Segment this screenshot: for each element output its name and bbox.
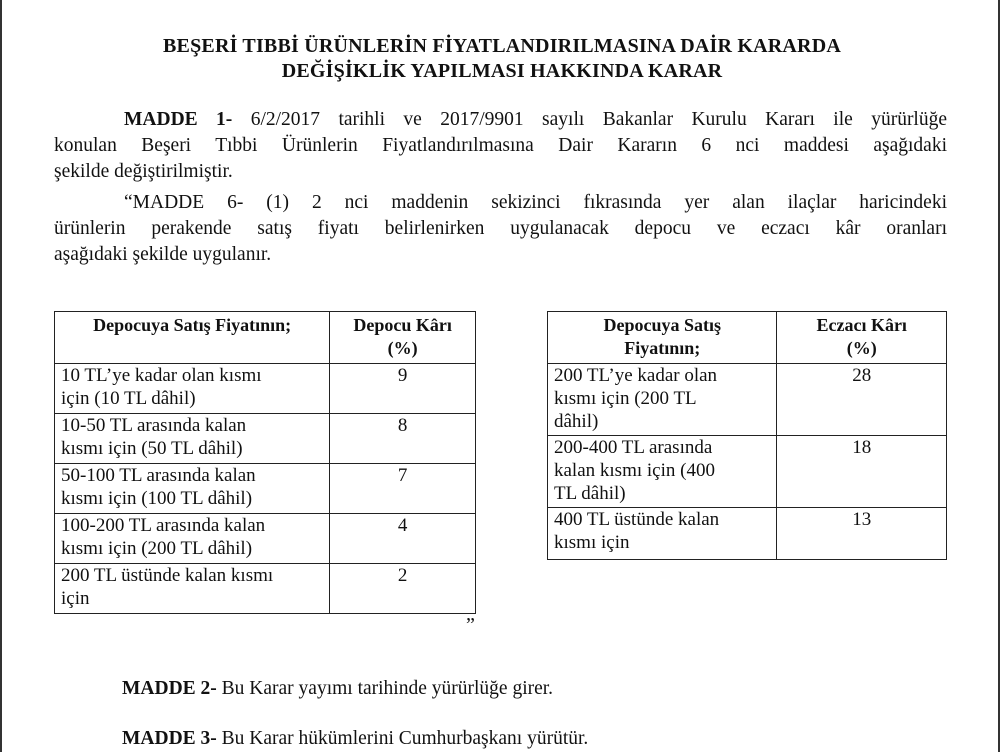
table-row <box>548 436 947 508</box>
article-2-text: Bu Karar yayımı tarihinde yürürlüğe girer. <box>221 678 554 699</box>
table-row <box>55 564 476 614</box>
article-6-line2: ürünlerin perakende satış fiyatı belirlenirken uygulanacak depocu ve eczacı kâr oranları <box>54 218 947 239</box>
table-row <box>55 464 476 514</box>
closing-quote: ” <box>466 614 475 636</box>
article-1-text-line1: 6/2/2017 tarihli ve 2017/9901 sayılı Bakanlar Kurulu Kararı ile yürürlüğe <box>250 109 948 130</box>
eczaci-row-2-range: 200-400 TL arasında kalan kısmı için (400 TL dâhil) <box>548 436 777 508</box>
depocu-table-header-row <box>55 312 476 364</box>
article-1-line2: konulan Beşeri Tıbbi Ürünlerin Fiyatlandırılmasına Dair Kararın 6 nci maddesi aşağıdaki <box>54 135 947 156</box>
depocu-row-1-range: 10 TL’ye kadar olan kısmı için (10 TL dâhil) <box>55 364 330 414</box>
eczaci-row-3-range: 400 TL üstünde kalan kısmı için <box>548 508 777 560</box>
depocu-profit-table <box>54 311 476 614</box>
eczaci-table-header-row <box>548 312 947 364</box>
table-row <box>548 364 947 436</box>
document-title-line2: DEĞİŞİKLİK YAPILMASI HAKKINDA KARAR <box>281 60 723 82</box>
table-row <box>548 508 947 560</box>
article-6-line1: “MADDE 6- (1) 2 nci maddenin sekizinci fıkrasında yer alan ilaçlar haricindeki <box>124 192 947 213</box>
depocu-row-4-range: 100-200 TL arasında kalan kısmı için (200 TL dâhil) <box>55 514 330 564</box>
article-6-line3: aşağıdaki şekilde uygulanır. <box>54 244 272 265</box>
depocu-row-3-range: 50-100 TL arasında kalan kısmı için (100 TL dâhil) <box>55 464 330 514</box>
article-1-line3: şekilde değiştirilmiştir. <box>54 161 233 182</box>
depocu-row-2-range: 10-50 TL arasında kalan kısmı için (50 TL dâhil) <box>55 414 330 464</box>
table-row <box>55 514 476 564</box>
article-2-label: MADDE 2- <box>122 678 217 699</box>
depocu-row-3-value: 7 <box>330 464 476 514</box>
article-3-text: Bu Karar hükümlerini Cumhurbaşkanı yürütür. <box>221 728 589 749</box>
eczaci-row-1-range: 200 TL’ye kadar olan kısmı için (200 TL dâhil) <box>548 364 777 436</box>
document-title-line1: BEŞERİ TIBBİ ÜRÜNLERİN FİYATLANDIRILMASINA DAİR KARARDA <box>163 35 841 57</box>
article-2 <box>122 676 553 702</box>
eczaci-row-1-value: 28 <box>777 364 947 436</box>
depocu-table-header-price: Depocuya Satış Fiyatının; <box>55 312 330 364</box>
eczaci-table-header-profit: Eczacı Kârı (%) <box>777 312 947 364</box>
depocu-row-4-value: 4 <box>330 514 476 564</box>
table-row <box>55 364 476 414</box>
depocu-row-5-value: 2 <box>330 564 476 614</box>
depocu-row-2-value: 8 <box>330 414 476 464</box>
eczaci-table-header-price: Depocuya Satış Fiyatının; <box>548 312 777 364</box>
article-1-line1 <box>54 107 947 133</box>
depocu-row-1-value: 9 <box>330 364 476 414</box>
depocu-table-header-profit: Depocu Kârı (%) <box>330 312 476 364</box>
eczaci-profit-table <box>547 311 947 560</box>
eczaci-row-3-value: 13 <box>777 508 947 560</box>
table-row <box>55 414 476 464</box>
article-3-label: MADDE 3- <box>122 728 217 749</box>
eczaci-row-2-value: 18 <box>777 436 947 508</box>
article-3 <box>122 726 588 752</box>
depocu-row-5-range: 200 TL üstünde kalan kısmı için <box>55 564 330 614</box>
article-6-paragraph <box>54 190 947 268</box>
article-1-paragraph <box>54 107 947 185</box>
article-1-label: MADDE 1- <box>124 109 233 130</box>
